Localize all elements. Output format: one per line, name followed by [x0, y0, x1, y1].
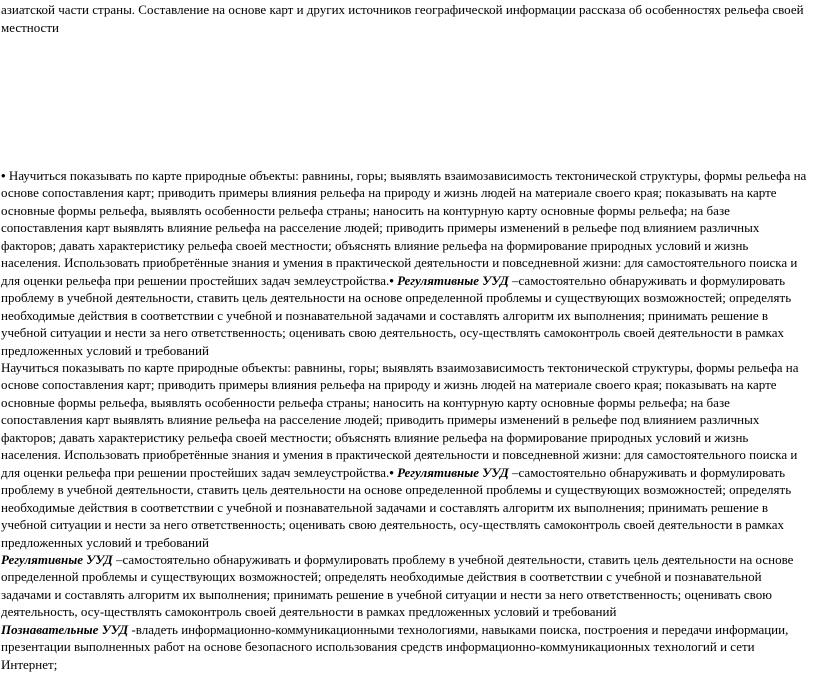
regulative-label-1: Регулятивные УУД [393, 272, 509, 288]
cognitive-label: Познавательные УУД [1, 621, 129, 637]
bullet-icon: • [1, 168, 6, 183]
outcomes-text-1: Научиться показывать по карте природные объекты: равнины, горы; выявлять взаимозависимость тектонической структуры, формы рельефа на основе сопоставления карт; приводить примеры влияния рельефа на природу и жизнь людей на материале своего края; показывать на карте основные формы рельефа, выявлять особенности рельефа страны; наносить на контурную карту основные формы рельефа; на базе сопоставления карт выявлять влияние рельефа на расселение людей; приводить примеры изменений в рельефе под влиянием различных факторов; давать характеристику рельефа своей местности; объяснять влияние рельефа на формирование природных условий и жизнь населения. Использовать приобретённые знания и умения в практической деятельности и повседневной жизни: для самостоятельного поиска и для оценки рельефа при решении простейших задач землеустройства. [1, 168, 807, 288]
regulative-text-1: –самостоятельно обнаруживать и формулировать проблему в учебной деятельности, ставить цель деятельности на основе определенной проблемы и существующих возможностей; определять необходимые действия в соответствии с учебной и познавательной задачами и составлять алгоритм их выполнения; принимать решение в учебной ситуации и нести за него ответственность; оценивать свою деятельность, осу-ществлять самоконтроль своей деятельности в рамках предложенных условий и требований [1, 272, 792, 358]
cognitive-paragraph [1, 621, 809, 673]
bullet-icon: • [389, 272, 394, 288]
bullet-icon: • [389, 464, 394, 480]
regulative-text-2: –самостоятельно обнаруживать и формулировать проблему в учебной деятельности, ставить цель деятельности на основе определенной проблемы и существующих возможностей; определять необходимые действия в соответствии с учебной и познавательной задачами и составлять алгоритм их выполнения; принимать решение в учебной ситуации и нести за него ответственность; оценивать свою деятельность, осу-ществлять самоконтроль своей деятельности в рамках предложенных условий и требований [1, 464, 792, 550]
top-text: азиатской части страны. Составление на основе карт и других источников географической информации рассказа об особенностях рельефа своей местности [1, 2, 804, 35]
cognitive-text: -владеть информационно-коммуникационными технологиями, навыками поиска, построения и передачи информации, презентации выполненных работ на основе безопасного использования средств информационно-коммуникационных технологий и сети Интернет; [1, 621, 789, 672]
top-paragraph [1, 1, 807, 37]
regulative-text-3: –самостоятельно обнаруживать и формулировать проблему в учебной деятельности, ставить цель деятельности на основе определенной проблемы и существующих возможностей; определять необходимые действия в соответствии с учебной и познавательной задачами и составлять алгоритм их выполнения; принимать решение в учебной ситуации и нести за него ответственность; оценивать свою деятельность, осу-ществлять самоконтроль своей деятельности в рамках предложенных условий и требований [1, 551, 794, 620]
outcomes-paragraph-2 [1, 359, 809, 551]
main-text-block [1, 167, 809, 673]
regulative-label-2: Регулятивные УУД [393, 464, 509, 480]
outcomes-text-2: Научиться показывать по карте природные объекты: равнины, горы; выявлять взаимозависимость тектонической структуры, формы рельефа на основе сопоставления карт; приводить примеры влияния рельефа на природу и жизнь людей на материале своего края; показывать на карте основные формы рельефа, выявлять особенности рельефа страны; наносить на контурную карту основные формы рельефа; на базе сопоставления карт выявлять влияние рельефа на расселение людей; приводить примеры изменений в рельефе под влиянием различных факторов; давать характеристику рельефа своей местности; объяснять влияние рельефа на формирование природных условий и жизнь населения. Использовать приобретённые знания и умения в практической деятельности и повседневной жизни: для самостоятельного поиска и для оценки рельефа при решении простейших задач землеустройства. [1, 359, 799, 480]
regulative-label-3: Регулятивные УУД [1, 551, 113, 567]
regulative-paragraph [1, 551, 809, 621]
outcomes-paragraph-1 [1, 167, 809, 359]
